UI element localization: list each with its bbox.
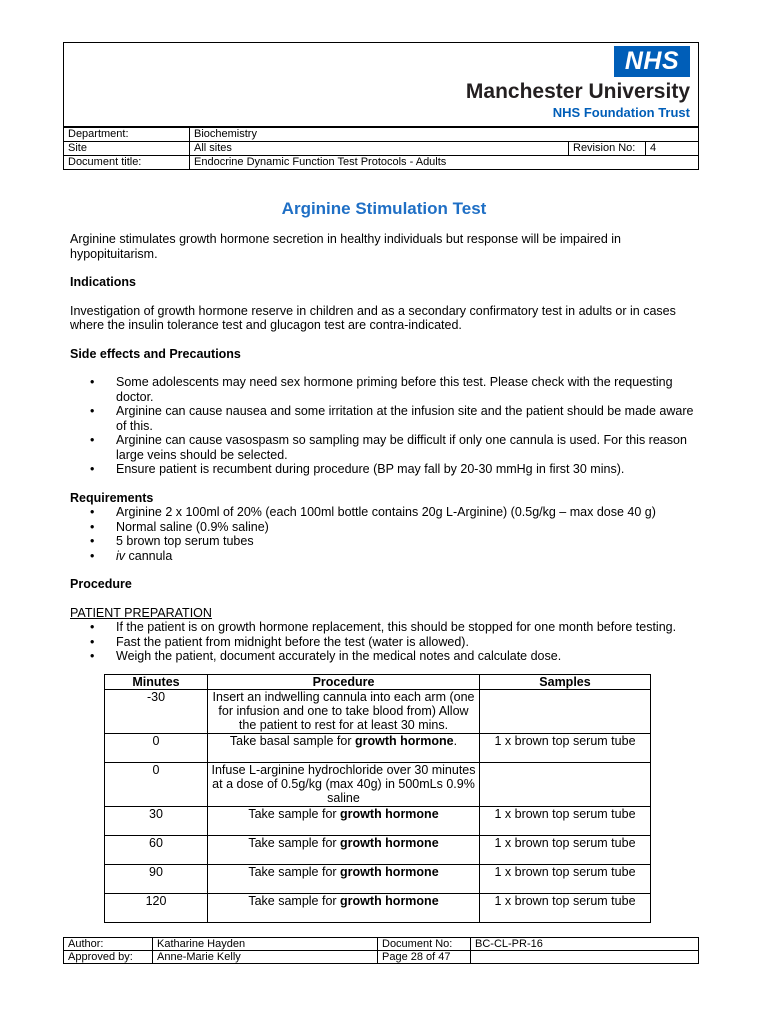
iv-text: iv: [116, 548, 126, 563]
table-row: [64, 938, 699, 951]
page-title: Arginine Stimulation Test: [281, 199, 487, 218]
column-header: Procedure: [208, 675, 480, 690]
column-header: Minutes: [105, 675, 208, 690]
procedure-cell: Take basal sample for growth hormone.: [208, 734, 480, 763]
author-value: Katharine Hayden: [153, 938, 378, 951]
procedure-cell: Take sample for growth hormone: [208, 807, 480, 836]
table-row: [105, 865, 651, 894]
table-row: [105, 894, 651, 923]
samples-cell: [480, 763, 651, 807]
samples-cell: [480, 690, 651, 734]
org-name: Manchester University: [465, 80, 690, 103]
procedure-table: [104, 674, 651, 923]
minutes-cell: 120: [105, 894, 208, 923]
samples-cell: 1 x brown top serum tube: [480, 734, 651, 763]
cannula-text: cannula: [125, 548, 173, 563]
approved-value: Anne-Marie Kelly: [153, 951, 378, 964]
procedure-cell: Take sample for growth hormone: [208, 836, 480, 865]
table-row: [105, 690, 651, 734]
table-header-row: [105, 675, 651, 690]
doc-title-label: Document title:: [64, 156, 190, 170]
list-item: [70, 549, 700, 564]
list-item: • Ensure patient is recumbent during procedure (BP may fall by 20-30 mmHg in first 30 mins).: [70, 462, 700, 477]
list-item: • Weigh the patient, document accurately in the medical notes and calculate dose.: [70, 649, 700, 664]
list-item: • Fast the patient from midnight before the test (water is allowed).: [70, 635, 700, 650]
department-value: Biochemistry: [190, 128, 699, 142]
list-item: • Some adolescents may need sex hormone priming before this test. Please check with the requesting doctor.: [70, 375, 700, 404]
procedure-cell: Take sample for growth hormone: [208, 865, 480, 894]
site-value: All sites: [190, 142, 569, 156]
list-item: • Arginine can cause nausea and some irritation at the infusion site and the patient should be made aware of this.: [70, 404, 700, 433]
minutes-cell: 0: [105, 763, 208, 807]
list-item: • Normal saline (0.9% saline): [70, 520, 700, 535]
procedure-cell: Insert an indwelling cannula into each arm (one for infusion and one to take blood from) Allow the patient to rest for at least 30 mins.: [208, 690, 480, 734]
minutes-cell: 90: [105, 865, 208, 894]
table-row: [105, 836, 651, 865]
side-effects-list: [70, 375, 700, 477]
minutes-cell: -30: [105, 690, 208, 734]
table-row: [105, 734, 651, 763]
table-row: [64, 951, 699, 964]
document-meta-table: [63, 127, 699, 170]
column-header: Samples: [480, 675, 651, 690]
department-label: Department:: [64, 128, 190, 142]
samples-cell: 1 x brown top serum tube: [480, 836, 651, 865]
preparation-list: [70, 620, 700, 664]
side-effects-heading: Side effects and Precautions: [70, 346, 241, 361]
document-body: [70, 232, 700, 664]
revision-value: 4: [646, 142, 699, 156]
patient-preparation-heading: PATIENT PREPARATION: [70, 605, 212, 620]
requirements-heading: Requirements: [70, 490, 154, 505]
author-label: Author:: [64, 938, 153, 951]
table-row: [64, 128, 699, 142]
indications-heading: Indications: [70, 275, 136, 289]
list-item: • Arginine 2 x 100ml of 20% (each 100ml bottle contains 20g L-Arginine) (0.5g/kg – max dose 40 g): [70, 505, 700, 520]
approved-label: Approved by:: [64, 951, 153, 964]
samples-cell: 1 x brown top serum tube: [480, 894, 651, 923]
doc-title-value: Endocrine Dynamic Function Test Protocols - Adults: [190, 156, 699, 170]
page-number: Page 28 of 47: [378, 951, 471, 964]
docno-label: Document No:: [378, 938, 471, 951]
site-label: Site: [64, 142, 190, 156]
minutes-cell: 30: [105, 807, 208, 836]
requirements-list: [70, 505, 700, 563]
page-value: [471, 951, 699, 964]
indications-text: Investigation of growth hormone reserve in children and as a secondary confirmatory test in adults or in cases where the insulin tolerance test and glucagon test are contra-indicated.: [70, 303, 676, 332]
procedure-heading: Procedure: [70, 577, 132, 591]
procedure-cell: Infuse L-arginine hydrochloride over 30 minutes at a dose of 0.5g/kg (max 40g) in 500mLs 0.9% saline: [208, 763, 480, 807]
samples-cell: 1 x brown top serum tube: [480, 807, 651, 836]
list-item: • Arginine can cause vasospasm so sampling may be difficult if only one cannula is used. For this reason large veins should be selected.: [70, 433, 700, 462]
minutes-cell: 0: [105, 734, 208, 763]
list-item: • If the patient is on growth hormone replacement, this should be stopped for one month before testing.: [70, 620, 700, 635]
docno-value: BC-CL-PR-16: [471, 938, 699, 951]
procedure-cell: Take sample for growth hormone: [208, 894, 480, 923]
document-header: [63, 42, 699, 127]
table-row: [105, 807, 651, 836]
revision-label: Revision No:: [569, 142, 646, 156]
samples-cell: 1 x brown top serum tube: [480, 865, 651, 894]
nhs-logo: NHS: [614, 46, 690, 77]
minutes-cell: 60: [105, 836, 208, 865]
org-subtitle: NHS Foundation Trust: [552, 105, 690, 120]
table-row: [64, 142, 699, 156]
table-row: [105, 763, 651, 807]
table-row: [64, 156, 699, 170]
list-item: • 5 brown top serum tubes: [70, 534, 700, 549]
document-footer: [63, 937, 699, 964]
intro-paragraph: Arginine stimulates growth hormone secretion in healthy individuals but response will be impaired in hypopituitarism.: [70, 232, 621, 261]
